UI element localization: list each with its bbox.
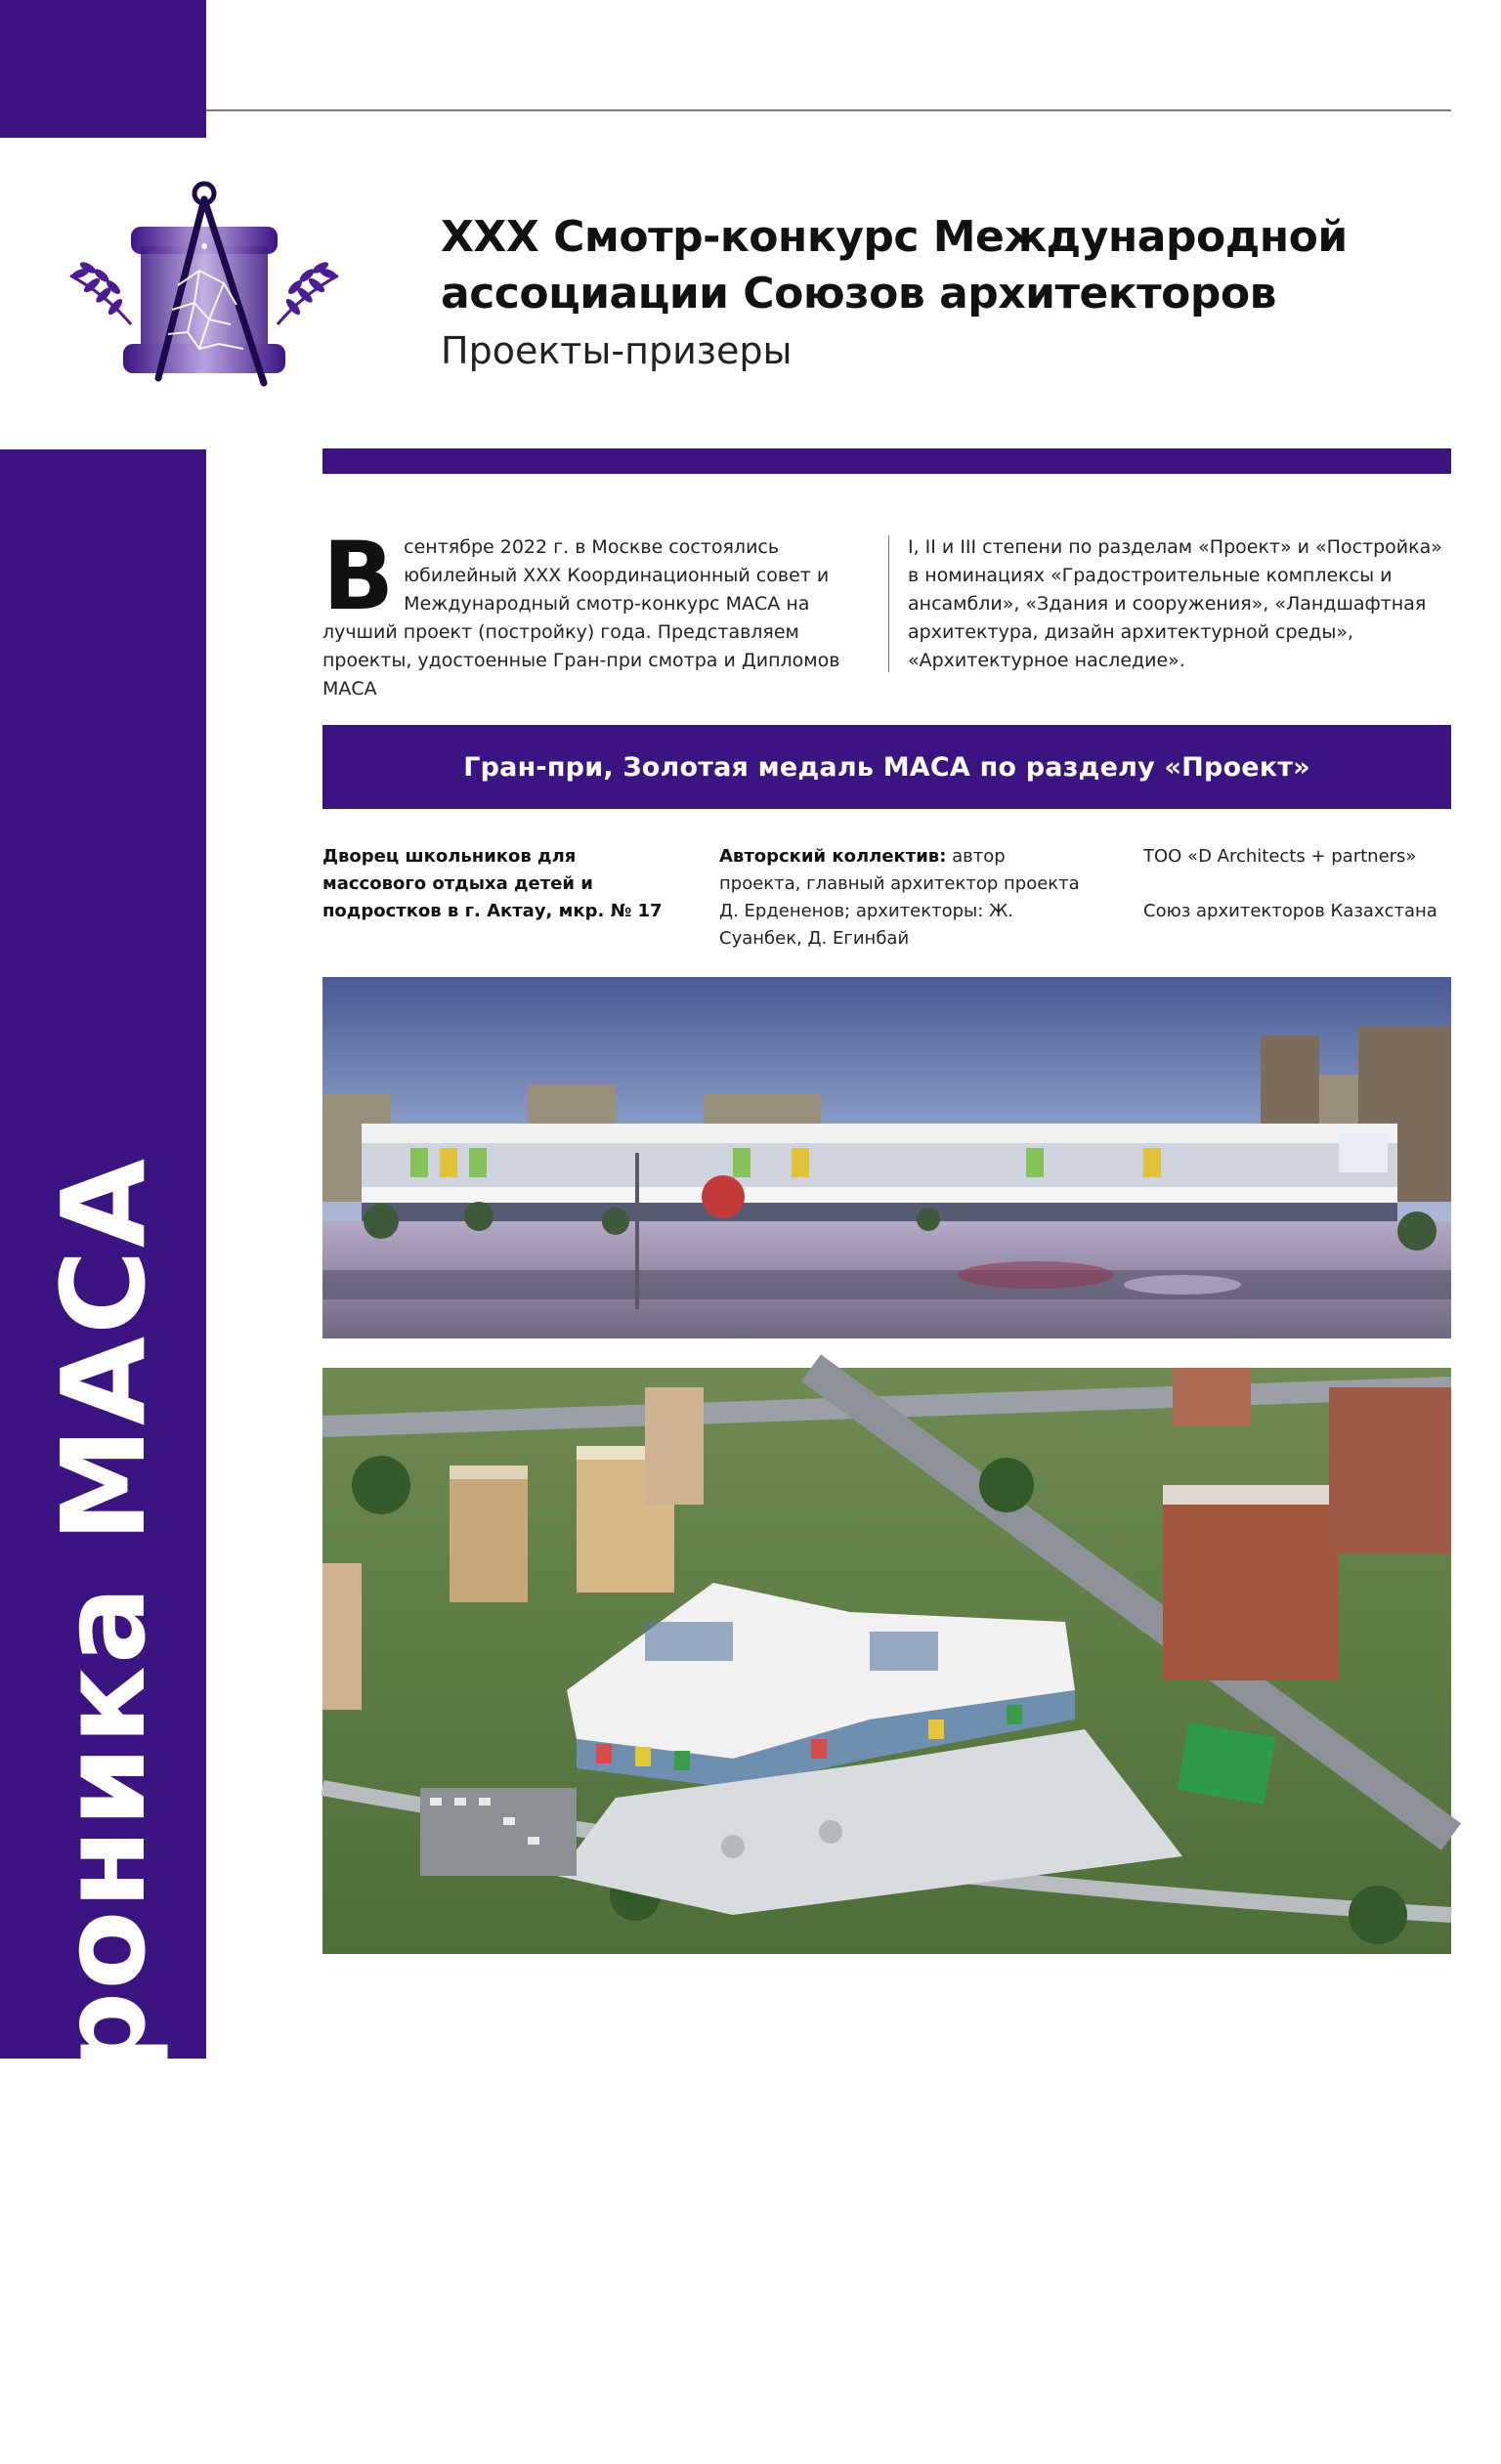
intro-right-column — [908, 533, 1455, 675]
aerial-rendering — [322, 1368, 1451, 1954]
project-team — [719, 843, 1091, 953]
intro-left-column — [322, 522, 848, 703]
intro-right-text: I, II и III степени по разделам «Проект» и «Постройка» в номинациях «Градостроительные комплексы и ансамбли», «Здания и сооружения», «Ландшафтная архитектура, дизайн архитектурной среды», «Архитектурное наследие». — [908, 536, 1442, 671]
sidebar-top-block — [0, 0, 206, 138]
column-divider — [888, 535, 889, 672]
street-level-rendering — [322, 977, 1451, 1338]
section-title: Гран-при, Золотая медаль МАСА по разделу «Проект» — [463, 751, 1310, 783]
compass-laurel-emblem-icon — [63, 178, 346, 393]
project-union: Союз архитекторов Казахстана — [1143, 901, 1437, 921]
article-title: XXX Смотр-конкурс Международной ассоциации Союзов архитекторов — [441, 212, 1348, 319]
team-label: Авторский коллектив: — [719, 846, 947, 867]
team-text: автор проекта, главный архитектор проекта Д. Ердененов; архитекторы: Ж. Суанбек, Д. Егинбай — [719, 846, 1080, 949]
top-rule — [88, 109, 1451, 111]
project-firm: ТОО «D Architects + partners» — [1143, 846, 1417, 867]
header-band — [322, 448, 1451, 474]
sidebar — [0, 449, 206, 2464]
section-banner — [322, 725, 1451, 809]
article-subtitle: Проекты-призеры — [441, 329, 793, 372]
project-name: Дворец школьников для массового отдыха детей и подростков в г. Актау, мкр. № 17 — [322, 846, 663, 921]
intro-left-text: сентябре 2022 г. в Москве состоялись юбилейный XXX Координационный совет и Международный смотр-конкурс МАСА на лучший проект (постройку) года. Представляем проекты, удостоенные Гран-при смотра и Дипломов МАСА — [322, 536, 840, 700]
page-number: 6 — [87, 2441, 100, 2464]
sidebar-title: Хроника МАСА — [36, 1156, 171, 2166]
project-credits — [1143, 843, 1456, 925]
article-heading — [441, 209, 1457, 377]
drop-cap: В — [322, 522, 395, 631]
